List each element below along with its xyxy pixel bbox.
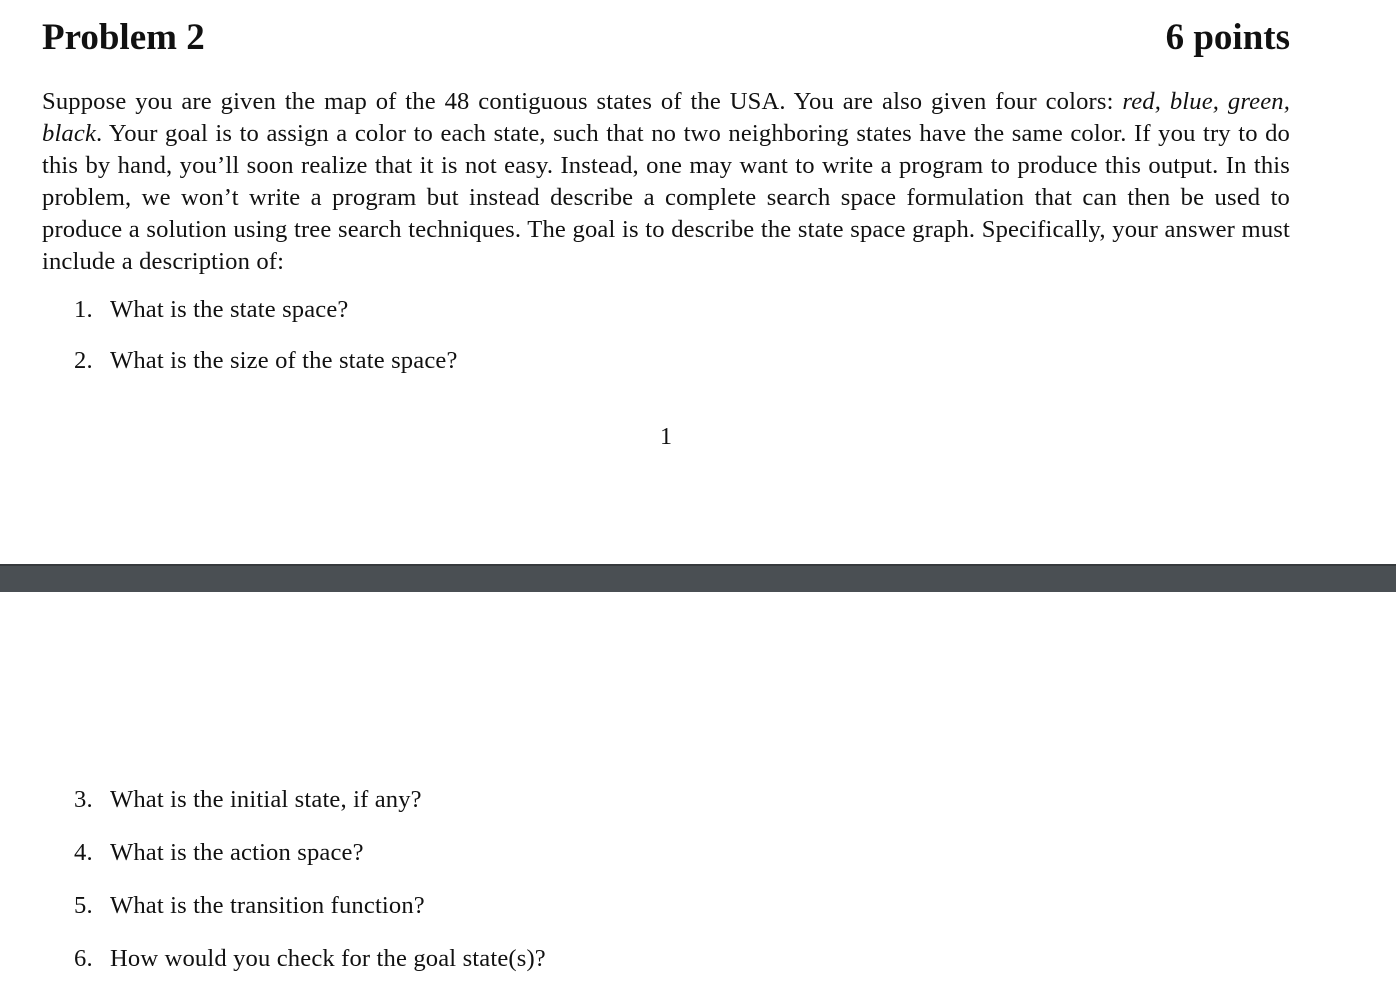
question-text: How would you check for the goal state(s)? <box>110 945 546 972</box>
question-list-page-2 <box>74 786 546 998</box>
color-list: red, blue, green, black <box>42 88 1291 147</box>
question-text: What is the state space? <box>110 296 349 323</box>
page-separator <box>0 564 1396 592</box>
points-label: 6 points <box>1165 17 1290 58</box>
question-number: 2. <box>74 347 93 374</box>
problem-title: Problem 2 <box>42 17 205 58</box>
question-number: 3. <box>74 786 93 813</box>
question-item <box>74 945 546 998</box>
page-number: 1 <box>660 424 672 450</box>
question-number: 4. <box>74 839 93 866</box>
question-text: What is the initial state, if any? <box>110 786 422 813</box>
question-item <box>74 892 546 945</box>
question-number: 1. <box>74 296 93 323</box>
question-list-page-1 <box>74 296 458 398</box>
question-text: What is the transition function? <box>110 892 425 919</box>
problem-description <box>42 86 1290 278</box>
intro-text-part1: Suppose you are given the map of the 48 contiguous states of the USA. You are also given four colors: <box>42 88 1123 115</box>
question-text: What is the size of the state space? <box>110 347 458 374</box>
question-item <box>74 786 546 839</box>
question-item <box>74 347 458 398</box>
question-number: 5. <box>74 892 93 919</box>
question-item <box>74 296 458 347</box>
problem-header <box>42 16 1290 59</box>
intro-text-part2: . Your goal is to assign a color to each state, such that no two neighboring states have the same color. If you try to do this by hand, you’ll soon realize that it is not easy. Instead, one may want to write a program to produce this output. In this problem, we won’t write a program but instead describe a complete search space formulation that can then be used to produce a solution using tree search techniques. The goal is to describe the state space graph. Specifically, your answer must include a description of: <box>42 120 1290 275</box>
question-number: 6. <box>74 945 93 972</box>
document-page-2 <box>0 592 1396 994</box>
question-item <box>74 839 546 892</box>
question-text: What is the action space? <box>110 839 364 866</box>
